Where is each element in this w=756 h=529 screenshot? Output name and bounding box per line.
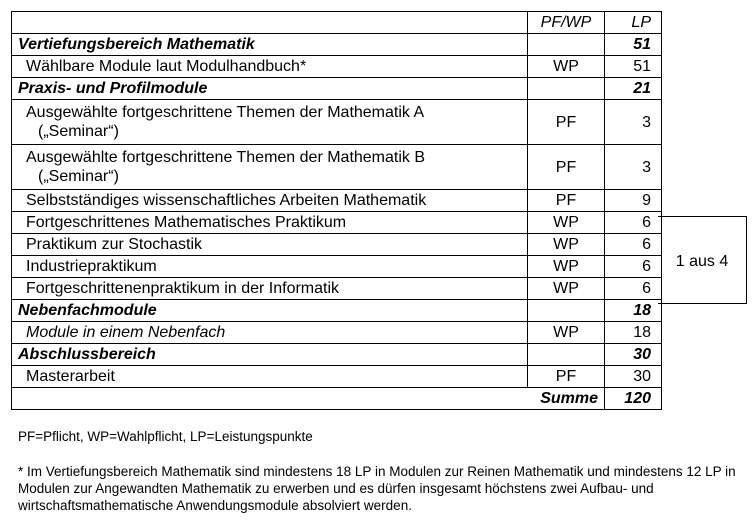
header-row [12,12,662,34]
module-lp: 18 [605,322,662,344]
section-type-cell [528,300,605,322]
section-type-cell [528,344,605,366]
table-row [12,234,662,256]
table-row [12,366,662,388]
module-name [12,145,528,190]
section-lp: 51 [605,34,662,56]
section-lp: 30 [605,344,662,366]
module-type: PF [528,366,605,388]
module-lp: 3 [605,100,662,145]
section-title: Nebenfachmodule [12,300,528,322]
module-lp: 6 [605,234,662,256]
module-name: Industriepraktikum [12,256,528,278]
module-name: Fortgeschrittenenpraktikum in der Informatik [12,278,528,300]
section-row [12,78,662,100]
module-type: PF [528,190,605,212]
module-name: Module in einem Nebenfach [12,322,528,344]
choice-note: 1 aus 4 [675,253,729,270]
module-type: WP [528,256,605,278]
module-name: Fortgeschrittenes Mathematisches Praktikum [12,212,528,234]
module-name: Praktikum zur Stochastik [12,234,528,256]
module-lp: 30 [605,366,662,388]
module-type: WP [528,322,605,344]
section-row [12,344,662,366]
section-row [12,300,662,322]
section-lp: 21 [605,78,662,100]
module-table [11,11,662,410]
module-lp: 6 [605,278,662,300]
module-type: WP [528,56,605,78]
section-type-cell [528,34,605,56]
module-lp: 9 [605,190,662,212]
section-title: Abschlussbereich [12,344,528,366]
table-row [12,322,662,344]
header-pfwp-cell: PF/WP [528,12,605,34]
section-row [12,34,662,56]
module-name-line2: („Seminar“) [38,123,119,140]
legend: PF=Pflicht, WP=Wahlpflicht, LP=Leistungspunkte [18,429,313,444]
table-row [12,278,662,300]
module-name-line1: Ausgewählte fortgeschrittene Themen der Mathematik B [26,149,426,166]
table-row [12,100,662,145]
table-row [12,212,662,234]
module-type: PF [528,145,605,190]
module-lp: 51 [605,56,662,78]
section-lp: 18 [605,300,662,322]
header-module-cell [12,12,528,34]
module-type: PF [528,100,605,145]
module-lp: 3 [605,145,662,190]
module-name-line1: Ausgewählte fortgeschrittene Themen der Mathematik A [26,104,425,121]
table-row [12,145,662,190]
section-type-cell [528,78,605,100]
module-lp: 6 [605,256,662,278]
module-name: Wählbare Module laut Modulhandbuch* [12,56,528,78]
module-name: Selbstständiges wissenschaftliches Arbeiten Mathematik [12,190,528,212]
total-label: Summe [12,388,605,410]
total-lp: 120 [605,388,662,410]
section-title: Vertiefungsbereich Mathematik [12,34,528,56]
module-name-line2: („Seminar“) [38,168,119,185]
footnote: * Im Vertiefungsbereich Mathematik sind mindestens 18 LP in Modulen zur Reinen Mathematik und mindestens 12 LP in Modulen zur Angewandten Mathematik zu erwerben und es dürfen insgesamt höchstens zwei Aufbau- und wirtschaftsmathematische Anwendungsmodule absolviert werden. [18,464,736,513]
table-row [12,256,662,278]
module-name: Masterarbeit [12,366,528,388]
module-name [12,100,528,145]
total-row [12,388,662,410]
module-type: WP [528,278,605,300]
header-lp-cell: LP [605,12,662,34]
section-title: Praxis- und Profilmodule [12,78,528,100]
table-row [12,56,662,78]
module-lp: 6 [605,212,662,234]
module-type: WP [528,234,605,256]
choice-bracket [658,216,747,304]
table-row [12,190,662,212]
module-type: WP [528,212,605,234]
